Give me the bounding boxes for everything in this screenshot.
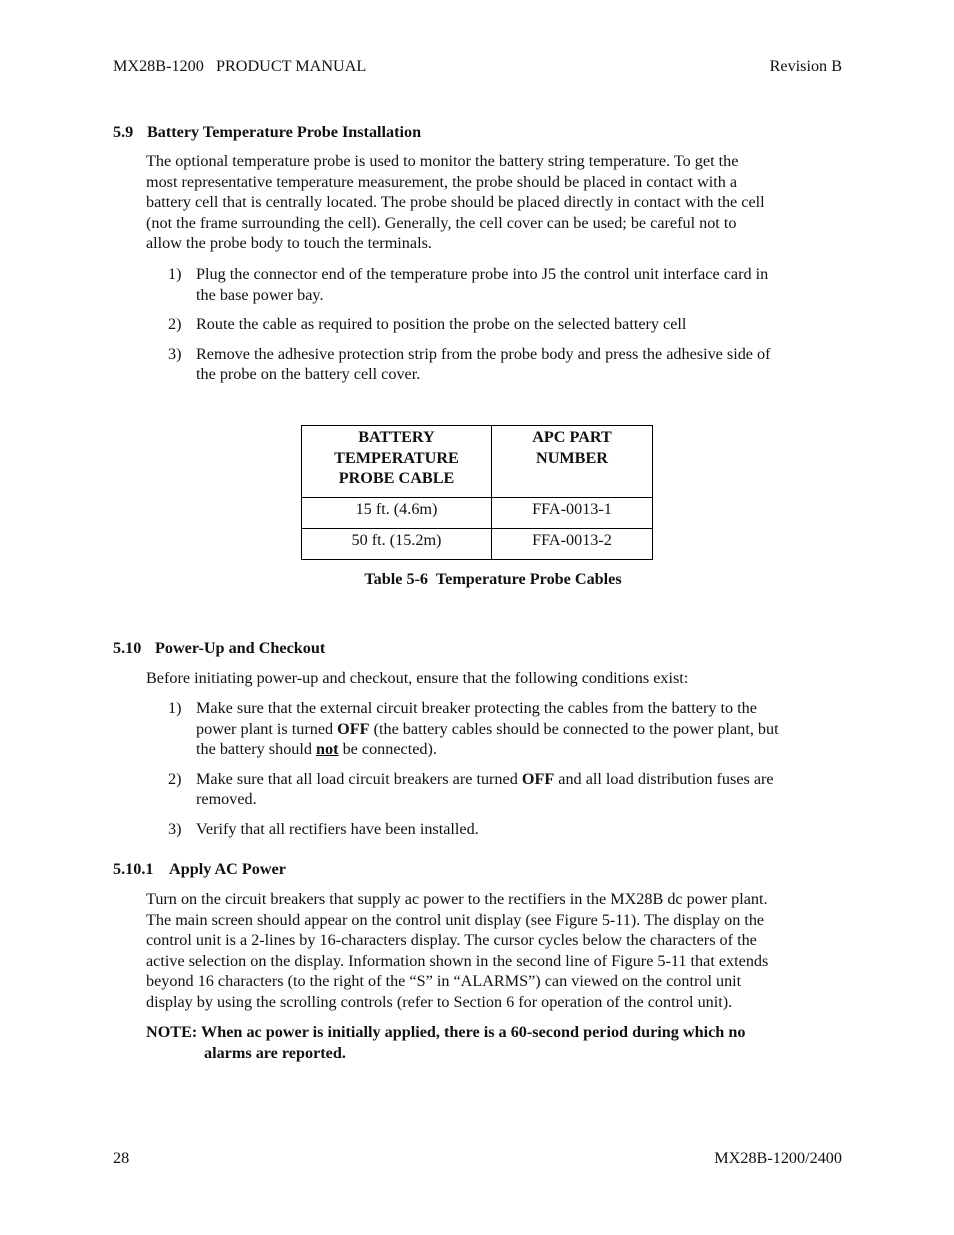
list-line: removed. <box>196 790 257 809</box>
list-item <box>168 314 848 335</box>
table-header-row <box>302 426 653 498</box>
table-header-cell <box>302 426 492 498</box>
paragraph-line: control unit is a 2-lines by 16-characters display. The cursor cycles below the characters of the <box>146 931 757 950</box>
list-line: Plug the connector end of the temperature probe into J5 the control unit interface card in <box>196 265 769 283</box>
section-5-9-paragraph <box>146 151 846 254</box>
table-cell: FFA-0013-1 <box>492 498 653 529</box>
section-title: Power-Up and Checkout <box>155 639 326 657</box>
list-line: the base power bay. <box>196 285 324 304</box>
paragraph-line: The optional temperature probe is used to monitor the battery string temperature. To get the <box>146 152 739 170</box>
emphasis-not: not <box>316 740 339 759</box>
footer-model: MX28B-1200/2400 <box>714 1149 842 1167</box>
paragraph-line: Turn on the circuit breakers that supply ac power to the rectifiers in the MX28B dc power plant. <box>146 890 768 908</box>
text-run: (the battery cables should be connected to the power plant, but <box>369 719 779 738</box>
section-number: 5.10 <box>113 639 142 657</box>
table-caption: Table 5-6 Temperature Probe Cables <box>364 570 622 588</box>
paragraph-line: active selection on the display. Information shown in the second line of Figure 5-11 that extends <box>146 951 769 970</box>
section-title: Battery Temperature Probe Installation <box>147 123 422 141</box>
text-run: be connected). <box>338 740 437 759</box>
table-header-cell <box>492 426 653 498</box>
section-number: 5.9 <box>113 123 134 141</box>
section-5-10-1-paragraph <box>146 889 846 1013</box>
text-run: Make sure that all load circuit breakers are turned <box>196 769 522 788</box>
section-title: Apply AC Power <box>169 860 286 878</box>
list-item <box>168 769 848 810</box>
note-line: alarms are reported. <box>204 1043 346 1062</box>
header-document-title: MX28B-1200 PRODUCT MANUAL <box>113 57 367 75</box>
paragraph-line: most representative temperature measurement, the probe should be placed in contact with a <box>146 172 738 191</box>
list-number: 3) <box>168 344 182 363</box>
probe-cables-table <box>301 425 653 560</box>
list-item <box>168 264 848 305</box>
paragraph-line: display by using the scrolling controls (refer to Section 6 for operation of the control unit). <box>146 992 733 1011</box>
table-cell: 15 ft. (4.6m) <box>302 498 492 529</box>
paragraph-line: beyond 16 characters (to the right of the “S” in “ALARMS”) can viewed on the control unit <box>146 972 742 991</box>
paragraph-line: allow the probe body to touch the terminals. <box>146 234 432 253</box>
table-row <box>302 498 653 529</box>
note-line: NOTE: When ac power is initially applied, there is a 60-second period during which no <box>146 1023 746 1041</box>
list-line: Verify that all rectifiers have been installed. <box>196 819 479 838</box>
section-5-10-1-heading <box>113 859 286 880</box>
table-row <box>302 529 653 560</box>
section-number: 5.10.1 <box>113 860 154 878</box>
list-number: 3) <box>168 819 182 838</box>
list-line: Make sure that the external circuit breaker protecting the cables from the battery to the <box>196 699 757 717</box>
list-line <box>196 719 848 740</box>
list-line: the probe on the battery cell cover. <box>196 365 421 384</box>
list-number: 2) <box>168 769 182 788</box>
emphasis-off: OFF <box>337 719 370 738</box>
table-header-text: BATTERY TEMPERATURE PROBE CABLE <box>334 428 459 488</box>
section-5-9-heading <box>113 122 421 143</box>
list-line <box>196 739 848 760</box>
section-5-10-heading <box>113 638 325 659</box>
emphasis-off: OFF <box>521 769 555 788</box>
table-header-text: APC PART NUMBER <box>532 428 612 467</box>
page-number: 28 <box>113 1149 130 1167</box>
table-cell: 50 ft. (15.2m) <box>302 529 492 560</box>
section-5-10-steps <box>168 698 848 840</box>
paragraph-line: The main screen should appear on the control unit display (see Figure 5-11). The display on the <box>146 910 765 929</box>
list-number: 1) <box>168 265 182 283</box>
list-item <box>168 819 848 840</box>
list-item <box>168 344 848 385</box>
text-run: power plant is turned <box>196 719 338 738</box>
list-line: Route the cable as required to position the probe on the selected battery cell <box>196 315 687 334</box>
paragraph-line: (not the frame surrounding the cell). Generally, the cell cover can be used; be careful not to <box>146 213 737 232</box>
list-item <box>168 698 848 760</box>
section-5-10-intro: Before initiating power-up and checkout, ensure that the following conditions exist: <box>146 669 689 687</box>
table-cell: FFA-0013-2 <box>492 529 653 560</box>
list-number: 2) <box>168 315 182 334</box>
section-5-9-steps <box>168 264 848 385</box>
list-number: 1) <box>168 699 182 717</box>
list-line <box>196 769 848 790</box>
header-revision: Revision B <box>769 57 842 75</box>
note <box>146 1022 846 1063</box>
text-run: and all load distribution fuses are <box>554 769 774 788</box>
paragraph-line: battery cell that is centrally located. The probe should be placed directly in contact with the cell <box>146 193 765 212</box>
list-line: Remove the adhesive protection strip from the probe body and press the adhesive side of <box>196 344 771 363</box>
text-run: the battery should <box>196 740 317 759</box>
